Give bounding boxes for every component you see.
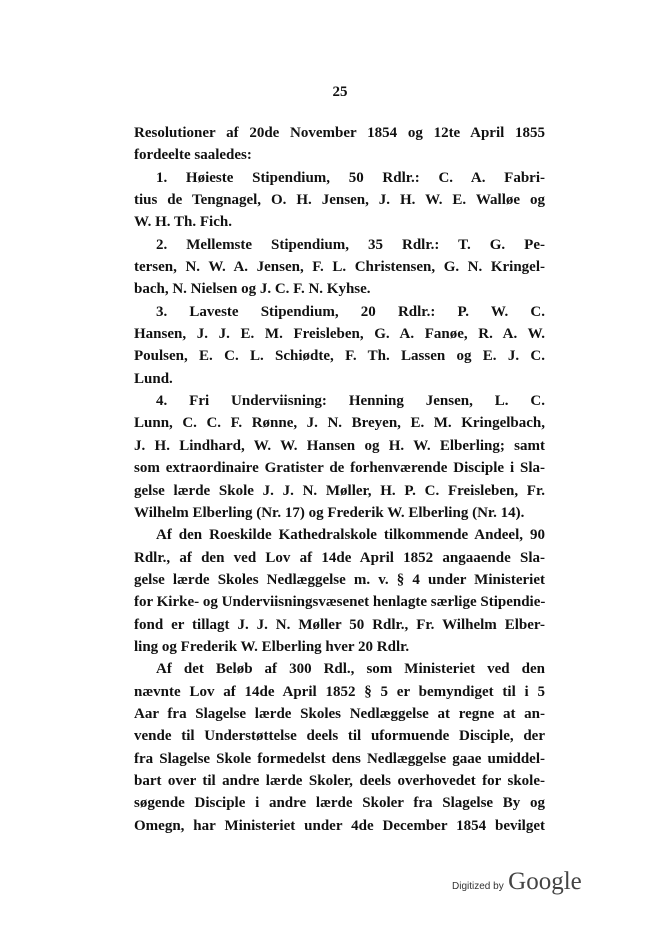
text-line: Lunn, C. C. F. Rønne, J. N. Breyen, E. M. Kringelbach, [134, 415, 545, 432]
text-line: Resolutioner af 20de November 1854 og 12te April 1855 [134, 125, 545, 141]
text-line: Poulsen, E. C. L. Schiødte, F. Th. Lassen og E. J. C. [134, 348, 545, 365]
text-line: bart over til andre lærde Skoler, deels overhovedet for skole- [134, 772, 545, 789]
text-line: Omegn, har Ministeriet under 4de December 1854 bevilget [134, 817, 545, 834]
text-line: Wilhelm Elberling (Nr. 17) og Frederik W. Elberling (Nr. 14). [134, 504, 525, 521]
text-line: Af det Beløb af 300 Rdl., som Ministeriet ved den [156, 661, 545, 678]
paragraph [134, 524, 545, 658]
text-line: fond er tillagt J. J. N. Møller 50 Rdlr., Fr. Wilhelm Elber- [134, 616, 545, 633]
text-line: 3. Laveste Stipendium, 20 Rdlr.: P. W. C. [156, 303, 545, 320]
digitized-by-google-watermark [452, 868, 582, 896]
text-line: 1. Høieste Stipendium, 50 Rdlr.: C. A. Fabri- [156, 169, 545, 186]
text-line: tius de Tengnagel, O. H. Jensen, J. H. W. E. Walløe og [134, 192, 545, 209]
text-line: tersen, N. W. A. Jensen, F. L. Christensen, G. N. Kringel- [134, 259, 545, 276]
text-line: gelse lærde Skoles Nedlæggelse m. v. § 4 under Ministeriet [134, 571, 545, 588]
text-line: Lund. [134, 370, 173, 387]
text-line: gelse lærde Skole J. J. N. Møller, H. P. C. Freisleben, Fr. [134, 482, 545, 499]
text-line: Af den Roeskilde Kathedralskole tilkommende Andeel, 90 [156, 527, 545, 544]
paragraph [134, 167, 545, 234]
text-line: som extraordinaire Gratister de forhenværende Disciple i Sla- [134, 460, 545, 477]
paragraph [134, 301, 545, 390]
text-line: vende til Understøttelse deels til uformuende Disciple, der [134, 728, 545, 745]
page-number: 25 [332, 84, 348, 100]
text-line: 4. Fri Underviisning: Henning Jensen, L. C. [156, 393, 545, 410]
digitized-by-label: Digitized by [452, 881, 504, 892]
text-line: for Kirke- og Underviisningsvæsenet henlagte særlige Stipendie- [134, 594, 546, 611]
text-line: Hansen, J. J. E. M. Freisleben, G. A. Fanøe, R. A. W. [134, 326, 545, 343]
body-text [134, 122, 545, 837]
text-line: W. H. Th. Fich. [134, 214, 232, 231]
text-line: Rdlr., af den ved Lov af 14de April 1852 angaaende Sla- [134, 549, 545, 566]
text-line: Aar fra Slagelse lærde Skoles Nedlæggelse at regne at an- [134, 705, 545, 722]
text-line: J. H. Lindhard, W. W. Hansen og H. W. Elberling; samt [134, 437, 545, 454]
paragraph [134, 234, 545, 301]
text-line: bach, N. Nielsen og J. C. F. N. Kyhse. [134, 281, 371, 298]
text-line: ling og Frederik W. Elberling hver 20 Rdlr. [134, 638, 410, 655]
text-line: 2. Mellemste Stipendium, 35 Rdlr.: T. G. Pe- [156, 236, 545, 253]
paragraph [134, 122, 545, 167]
google-logo: Google [508, 868, 582, 895]
text-line: søgende Disciple i andre lærde Skoler fra Slagelse By og [134, 795, 545, 812]
paragraph [134, 658, 545, 837]
text-line: fordeelte saaledes: [134, 147, 252, 164]
text-line: nævnte Lov af 14de April 1852 § 5 er bemyndiget til i 5 [134, 683, 545, 700]
paragraph [134, 390, 545, 524]
text-line: fra Slagelse Skole formedelst dens Nedlæggelse gaae umiddel- [134, 750, 545, 767]
